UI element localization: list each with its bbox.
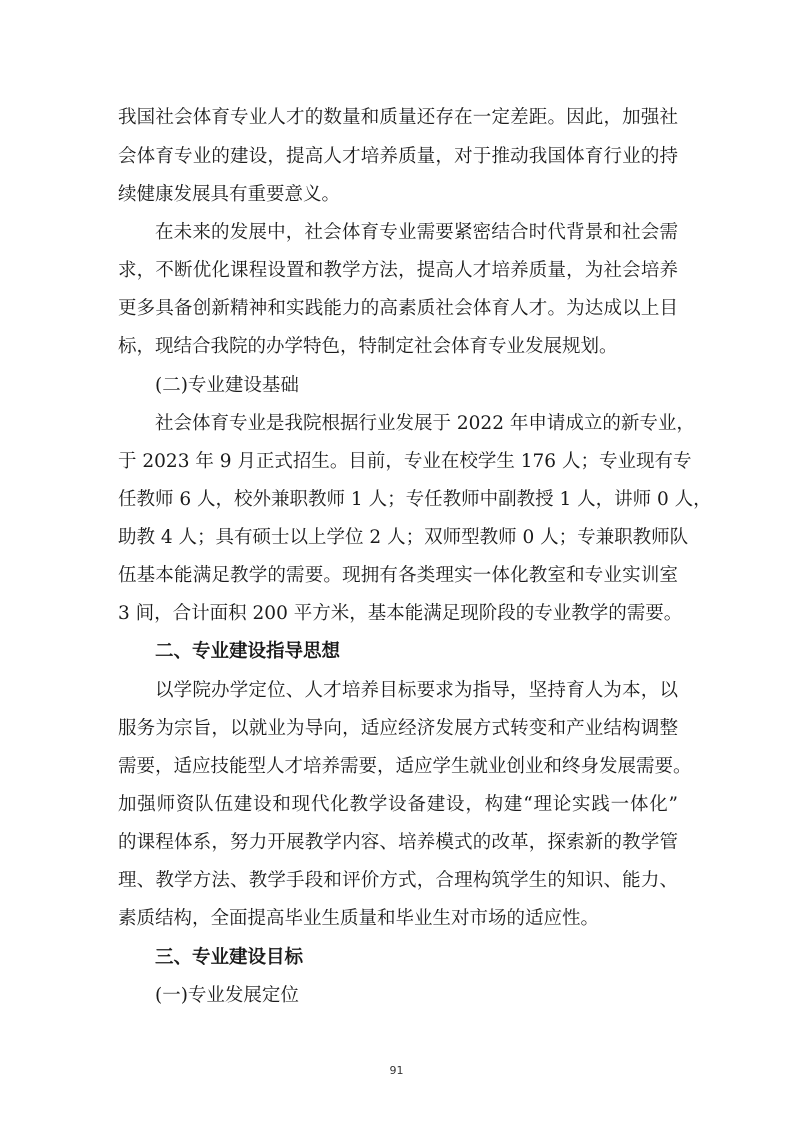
paragraph-line: 需要，适应技能型人才培养需要，适应学生就业创业和终身发展需要。: [118, 756, 692, 777]
paragraph-line: 我国社会体育专业人才的数量和质量还存在一定差距。因此，加强社: [118, 107, 678, 128]
paragraph-line: 任教师 6 人，校外兼职教师 1 人；专任教师中副教授 1 人，讲师 0 人，: [118, 489, 712, 510]
paragraph-line: 于 2023 年 9 月正式招生。目前，专业在校学生 176 人；专业现有专: [118, 451, 692, 472]
paragraph-line: 标，现结合我院的办学特色，特制定社会体育专业发展规划。: [118, 336, 618, 357]
paragraph-line: 素质结构，全面提高毕业生质量和毕业生对市场的适应性。: [118, 908, 600, 929]
paragraph-line: 伍基本能满足教学的需要。现拥有各类理实一体化教室和专业实训室: [118, 565, 678, 586]
page-number: 91: [389, 1064, 404, 1077]
paragraph-line: 的课程体系，努力开展教学内容、培养模式的改革，探索新的教学管: [118, 832, 678, 853]
paragraph-line: 理、教学方法、教学手段和评价方式，合理构筑学生的知识、能力、: [118, 870, 678, 891]
paragraph-line: 以学院办学定位、人才培养目标要求为指导，坚持育人为本，以: [155, 680, 678, 701]
paragraph-line: 续健康发展具有重要意义。: [118, 184, 341, 205]
section-heading: 三、专业建设目标: [155, 947, 304, 968]
section-subheading: (一)专业发展定位: [155, 985, 299, 1006]
paragraph-line: 服务为宗旨，以就业为导向，适应经济发展方式转变和产业结构调整: [118, 718, 678, 739]
section-subheading: (二)专业建设基础: [155, 375, 299, 396]
paragraph-line: 助教 4 人；具有硕士以上学位 2 人；双师型教师 0 人；专兼职教师队: [118, 527, 689, 548]
paragraph-line: 求，不断优化课程设置和教学方法，提高人才培养质量，为社会培养: [118, 260, 678, 281]
paragraph-line: 加强师资队伍建设和现代化教学设备建设，构建“理论实践一体化”: [118, 794, 678, 815]
section-heading: 二、专业建设指导思想: [155, 641, 341, 662]
paragraph-line: 会体育专业的建设，提高人才培养质量，对于推动我国体育行业的持: [118, 146, 678, 167]
paragraph-line: 在未来的发展中，社会体育专业需要紧密结合时代背景和社会需: [155, 222, 678, 243]
paragraph-line: 3 间，合计面积 200 平方米，基本能满足现阶段的专业教学的需要。: [118, 603, 683, 624]
paragraph-line: 社会体育专业是我院根据行业发展于 2022 年申请成立的新专业，: [155, 413, 695, 434]
paragraph-line: 更多具备创新精神和实践能力的高素质社会体育人才。为达成以上目: [118, 298, 678, 319]
